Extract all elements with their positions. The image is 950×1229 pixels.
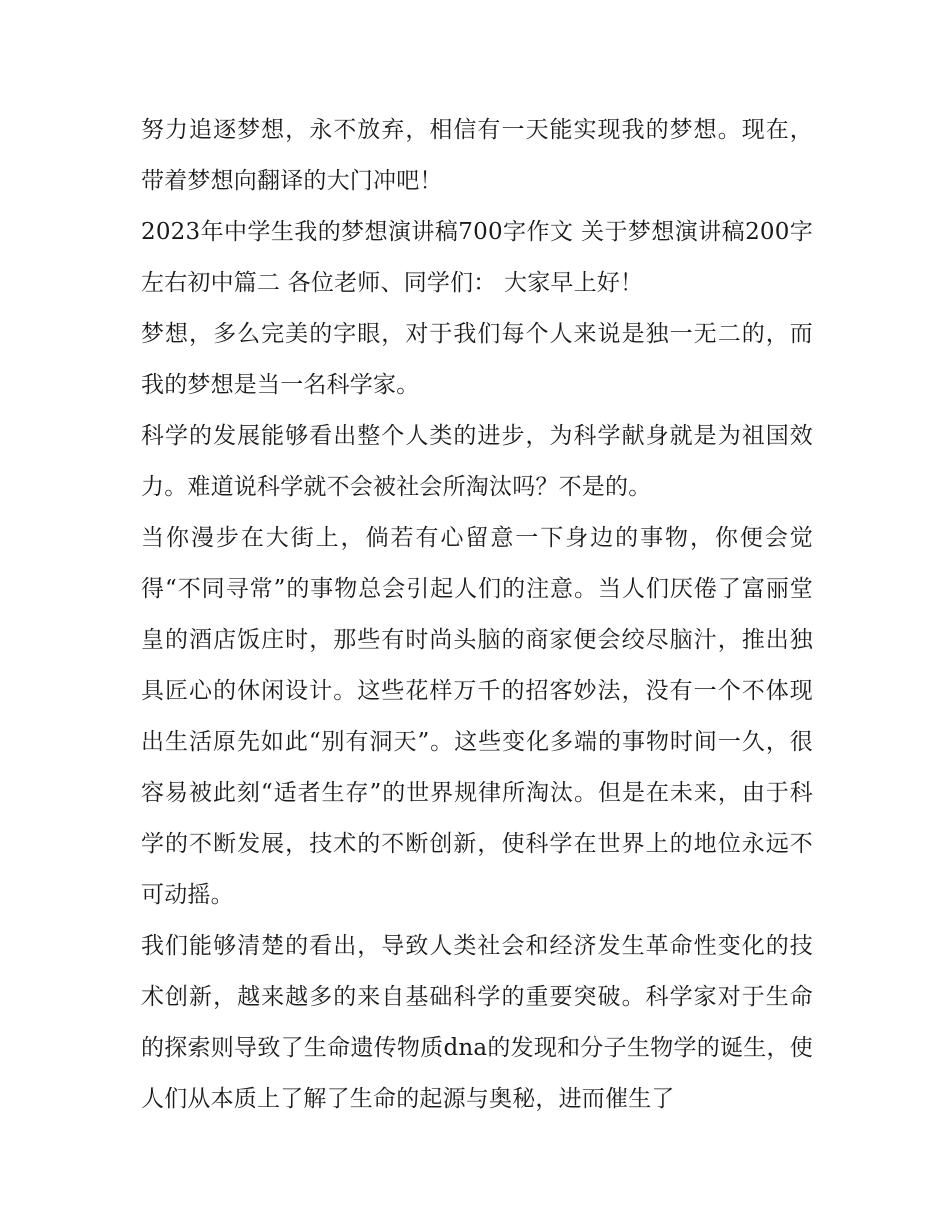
paragraph-5: 当你漫步在大街上，倘若有心留意一下身边的事物，你便会觉得“不同寻常”的事物总会引起人们的注意。当人们厌倦了富丽堂皇的酒店饭庄时，那些有时尚头脑的商家便会绞尽脑汁，推出独具匠心的休闲设计。这些花样万千的招客妙法，没有一个不体现出生活原先如此“别有洞天”。这些变化多端的事物时间一久，很容易被此刻“适者生存”的世界规律所淘汰。但是在未来，由于科学的不断发展，技术的不断创新，使科学在世界上的地位永远不可动摇。 (141, 525, 813, 908)
paragraph-1: 努力追逐梦想，永不放弃，相信有一天能实现我的梦想。现在，带着梦想向翻译的大门冲吧！ (141, 117, 813, 194)
paragraph-4: 科学的发展能够看出整个人类的进步，为科学献身就是为祖国效力。难道说科学就不会被社会所淘汰吗？不是的。 (141, 423, 813, 500)
paragraph-6: 我们能够清楚的看出，导致人类社会和经济发生革命性变化的技术创新，越来越多的来自基础科学的重要突破。科学家对于生命的探索则导致了生命遗传物质dna的发现和分子生物学的诞生，使人们从本质上了解了生命的起源与奥秘，进而催生了 (141, 933, 813, 1112)
paragraph-3: 梦想，多么完美的字眼，对于我们每个人来说是独一无二的，而我的梦想是当一名科学家。 (141, 321, 813, 398)
paragraph-2: 2023年中学生我的梦想演讲稿700字作文 关于梦想演讲稿200字左右初中篇二 各位老师、同学们： 大家早上好！ (141, 219, 813, 296)
document-body (141, 105, 813, 1125)
